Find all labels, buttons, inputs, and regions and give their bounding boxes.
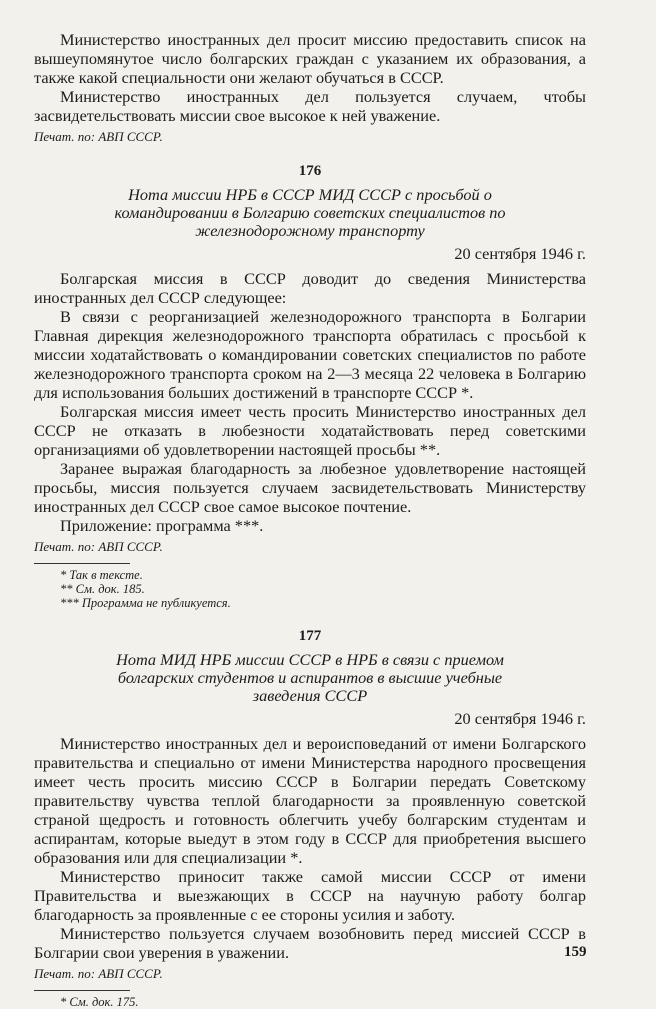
doc-176-number: 176: [298, 163, 322, 179]
doc-177-date: 20 сентября 1946 г.: [454, 709, 586, 728]
doc-176-footnote-1: * Так в тексте.: [60, 568, 143, 582]
intro-paragraph-2: Министерство иностранных дел пользуется случаем, чтобы засвидетельствовать миссии свое высокое к ней уважение.: [34, 87, 586, 125]
doc-177-footnote-1: * См. док. 175.: [60, 995, 139, 1009]
doc-176-paragraph-5: Приложение: программа ***.: [60, 516, 264, 535]
doc-176-footnote-3: *** Программа не публикуется.: [60, 596, 231, 610]
intro-source: Печат. по: АВП СССР.: [34, 129, 163, 144]
doc-176-title: Нота миссии НРБ в СССР МИД СССР с просьбой о командировании в Болгарию советских специалистов по железнодорожному транспорту: [114, 185, 506, 240]
page-number: 159: [564, 944, 587, 960]
page-body: [34, 30, 586, 1009]
doc-177-paragraph-3: Министерство пользуется случаем возобновить перед миссией СССР в Болгарии свои уверения в уважении.: [34, 924, 586, 962]
doc-176-paragraph-4: Заранее выражая благодарность за любезное удовлетворение настоящей просьбы, миссия пользуется случаем засвидетельствовать Министерству иностранных дел СССР свое самое высокое почтение.: [34, 459, 586, 516]
doc-177-number: 177: [298, 628, 322, 644]
footnote-divider: [34, 990, 130, 991]
doc-177-title: Нота МИД НРБ миссии СССР в НРБ в связи с приемом болгарских студентов и аспирантов в высшие учебные заведения СССР: [116, 650, 504, 705]
intro-paragraph-1: Министерство иностранных дел просит миссию предоставить список на вышеупомянутое число болгарских граждан с указанием их образования, а также какой специальности они желают обучаться в СССР.: [34, 30, 586, 87]
doc-176-paragraph-2: В связи с реорганизацией железнодорожного транспорта в Болгарии Главная дирекция железнодорожного транспорта обратилась с просьбой к миссии ходатайствовать о командировании советских специалистов по работе железнодорожного транспорта сроком на 2—3 месяца 22 человека в Болгарию для использования больших достижений в транспорте СССР *.: [34, 307, 586, 402]
doc-176-footnote-2: ** См. док. 185.: [60, 582, 145, 596]
doc-176-paragraph-3: Болгарская миссия имеет честь просить Министерство иностранных дел СССР не отказать в любезности ходатайствовать перед советскими организациями об удовлетворении настоящей просьбы **.: [34, 402, 586, 459]
doc-176-date: 20 сентября 1946 г.: [454, 244, 586, 263]
doc-177-paragraph-1: Министерство иностранных дел и вероисповеданий от имени Болгарского правительства и специально от имени Министерства народного просвещения имеет честь просить миссию СССР в Болгарии передать Советскому правительству чувства теплой благодарности за проявленную советской страной щедрость и готовность облегчить учебу болгарским студентам и аспирантам, которые выедут в этом году в СССР для приобретения высшего образования или для специализации *.: [34, 734, 586, 867]
doc-177-source: Печат. по: АВП СССР.: [34, 966, 163, 981]
doc-176-source: Печат. по: АВП СССР.: [34, 539, 163, 554]
footnote-divider: [34, 563, 130, 564]
doc-177-paragraph-2: Министерство приносит также самой миссии СССР от имени Правительства и выезжающих в СССР на научную работу болгар благодарность за проявленные с ее стороны усилия и заботу.: [34, 867, 586, 924]
doc-176-paragraph-1: Болгарская миссия в СССР доводит до сведения Министерства иностранных дел СССР следующее:: [34, 269, 586, 307]
